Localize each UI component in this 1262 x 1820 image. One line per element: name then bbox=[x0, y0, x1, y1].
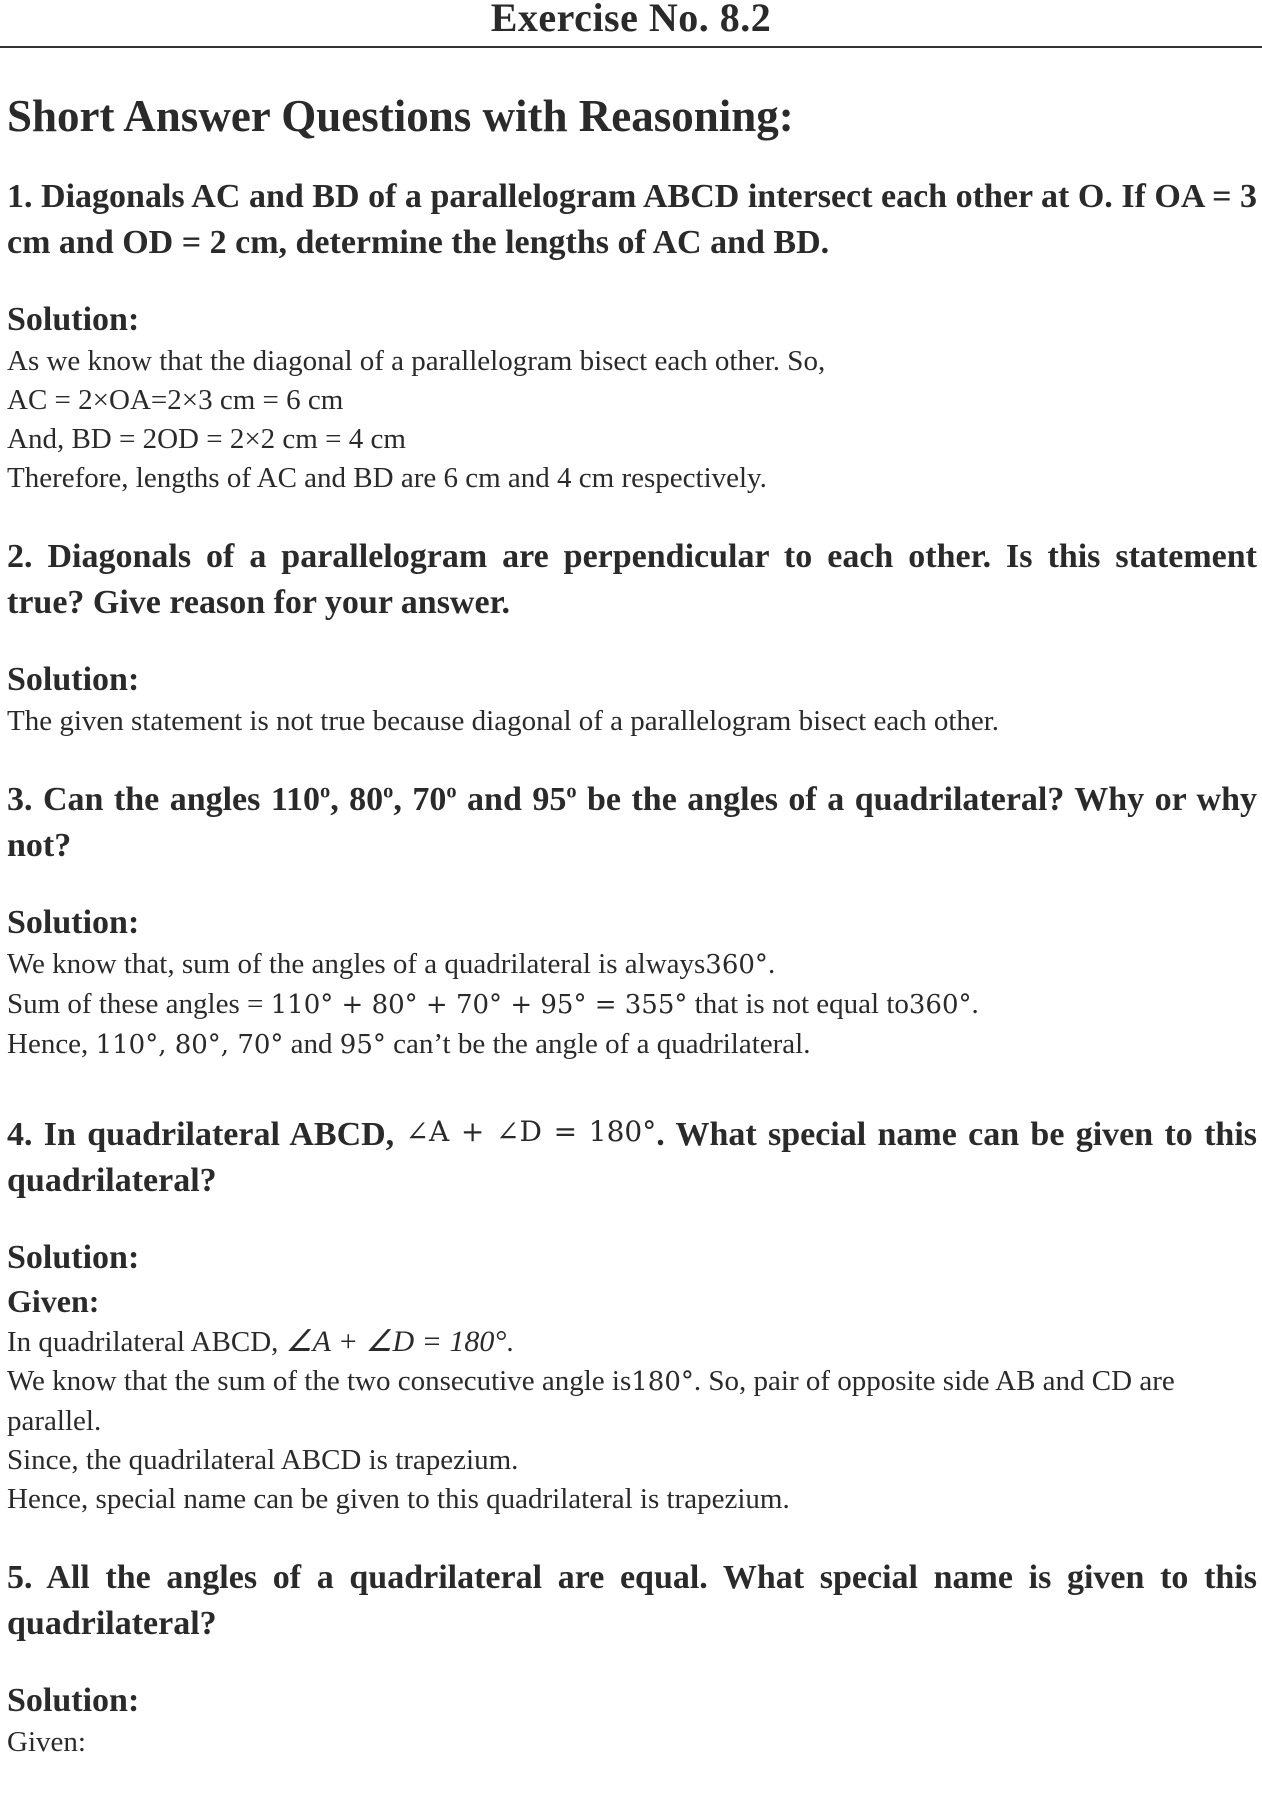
text-run: Sum of these angles = bbox=[7, 988, 271, 1020]
question-4 bbox=[7, 1109, 1257, 1204]
text-run: that is not equal to bbox=[687, 988, 909, 1020]
degree-mark: o bbox=[566, 780, 577, 803]
solution-1-line-1: As we know that the diagonal of a parallelogram bisect each other. So, bbox=[7, 345, 826, 377]
math-expression: 110°, 80°, 70° bbox=[95, 1030, 284, 1060]
text-run: . So, pair of opposite side AB and CD are parallel. bbox=[7, 1365, 1175, 1437]
math-expression: 180° bbox=[631, 1367, 694, 1397]
question-block-5 bbox=[7, 1555, 1257, 1762]
question-block-2 bbox=[7, 534, 1257, 741]
degree-mark: o bbox=[383, 780, 394, 803]
question-block-1 bbox=[7, 174, 1257, 498]
solution-4-line-1 bbox=[7, 1322, 1257, 1362]
text-run: . bbox=[971, 988, 979, 1020]
question-1: 1. Diagonals AC and BD of a parallelogram ABCD intersect each other at O. If OA = 3 cm and OD = 2 cm, determine the lengths of AC and BD. bbox=[7, 178, 1257, 261]
solution-label-3: Solution: bbox=[7, 904, 140, 941]
section-title: Short Answer Questions with Reasoning: bbox=[7, 91, 794, 141]
text-run: can’t be the angle of a quadrilateral. bbox=[385, 1028, 811, 1060]
solution-2-line-1: The given statement is not true because diagonal of a parallelogram bisect each other. bbox=[7, 705, 1000, 737]
exercise-title: Exercise No. 8.2 bbox=[490, 0, 772, 40]
text-run: We know that the sum of the two consecutive angle is bbox=[7, 1365, 632, 1397]
text-run: . bbox=[506, 1326, 514, 1358]
question-block-3 bbox=[7, 777, 1257, 1065]
question-3-part-d: and 95 bbox=[456, 781, 567, 818]
question-5: 5. All the angles of a quadrilateral are equal. What special name is given to this quadrilateral? bbox=[7, 1559, 1257, 1642]
text-run: . bbox=[767, 948, 776, 980]
math-expression: 360° bbox=[705, 950, 768, 980]
text-run: Hence, bbox=[7, 1028, 96, 1060]
question-3 bbox=[7, 777, 1257, 869]
text-run: 4. In quadrilateral ABCD, bbox=[7, 1116, 406, 1153]
degree-mark: o bbox=[319, 780, 331, 803]
solution-1-line-2: AC = 2×OA=2×3 cm = 6 cm bbox=[7, 384, 344, 416]
text-run: and bbox=[283, 1028, 340, 1060]
question-2: 2. Diagonals of a parallelogram are perpendicular to each other. Is this statement true? Give reason for your answer. bbox=[7, 538, 1257, 621]
question-3-part-c: , 70 bbox=[393, 781, 447, 818]
math-expression: 360° bbox=[908, 990, 972, 1020]
question-3-part-e: be the angles of a quadrilateral? Why or why not? bbox=[7, 781, 1258, 864]
solution-4-line-4: Hence, special name can be given to this quadrilateral is trapezium. bbox=[7, 1483, 790, 1515]
text-run: . What special name can be given to this quadrilateral? bbox=[7, 1116, 1257, 1199]
solution-label-1: Solution: bbox=[7, 301, 140, 338]
math-expression: ∠A + ∠D = 180° bbox=[285, 1325, 507, 1358]
math-expression: 95° bbox=[339, 1030, 386, 1060]
solution-label-4: Solution: bbox=[7, 1239, 140, 1276]
text-run: We know that, sum of the angles of a quadrilateral is always bbox=[7, 948, 706, 980]
degree-mark: o bbox=[446, 780, 457, 803]
page-content bbox=[7, 86, 1257, 1762]
solution-4-line-3: Since, the quadrilateral ABCD is trapezium. bbox=[7, 1444, 519, 1476]
solution-label-2: Solution: bbox=[7, 661, 140, 698]
math-expression: 110° + 80° + 70° + 95° = 355° bbox=[270, 990, 688, 1020]
question-block-4 bbox=[7, 1109, 1257, 1519]
text-run: In quadrilateral ABCD, bbox=[7, 1326, 286, 1358]
given-label-4: Given: bbox=[7, 1283, 100, 1319]
math-expression: ∠A + ∠D = 180° bbox=[405, 1115, 657, 1148]
solution-1-line-4: Therefore, lengths of AC and BD are 6 cm and 4 cm respectively. bbox=[7, 462, 767, 494]
solution-label-5: Solution: bbox=[7, 1682, 140, 1719]
given-label-5: Given: bbox=[7, 1726, 86, 1758]
solution-3-line-2 bbox=[7, 985, 1257, 1025]
solution-1-line-3: And, BD = 2OD = 2×2 cm = 4 cm bbox=[7, 423, 406, 455]
question-3-part-b: , 80 bbox=[330, 781, 384, 818]
question-3-part-a: 3. Can the angles 110 bbox=[7, 781, 320, 818]
solution-4-line-2 bbox=[7, 1362, 1257, 1441]
solution-3-line-3 bbox=[7, 1025, 1257, 1065]
solution-3-line-1 bbox=[7, 945, 1257, 985]
page-header bbox=[0, 0, 1262, 48]
